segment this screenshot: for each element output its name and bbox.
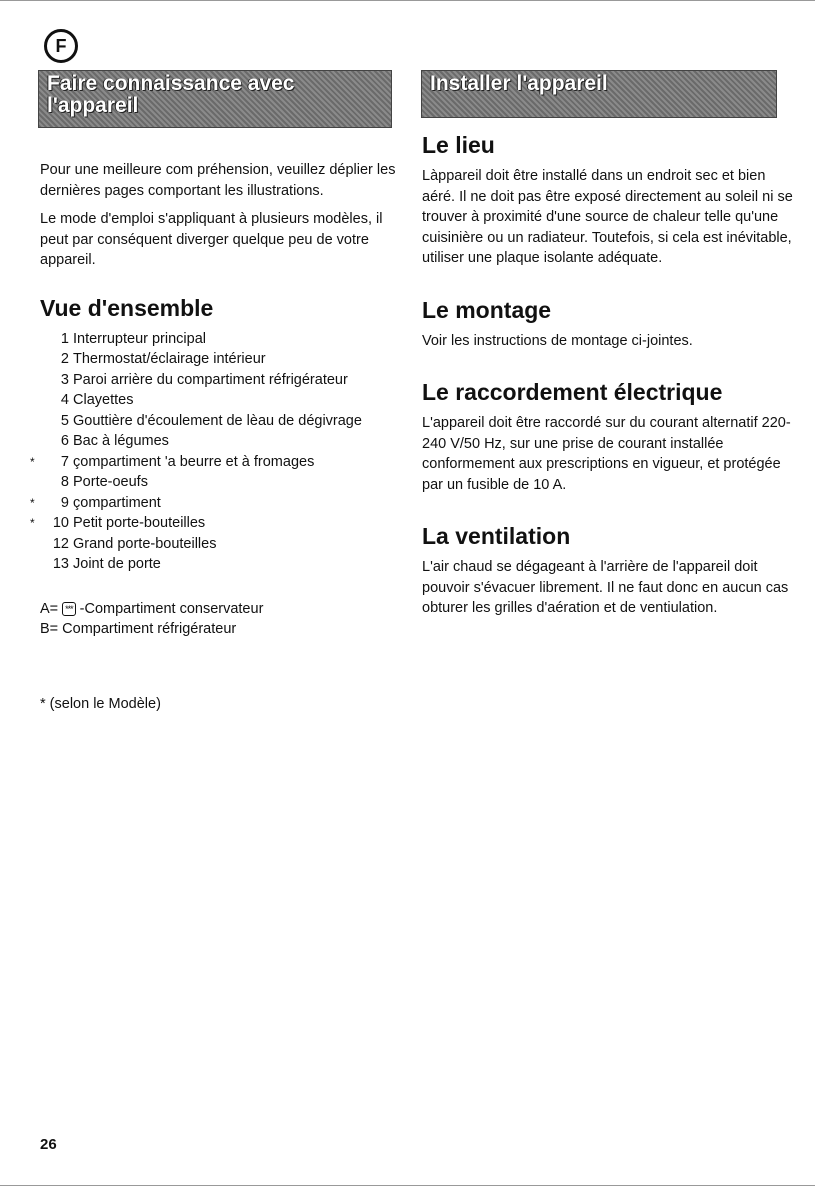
legend-row-a	[40, 599, 400, 620]
list-item	[40, 534, 400, 555]
lieu-heading: Le lieu	[422, 132, 495, 158]
compartment-legend	[40, 599, 400, 640]
lieu-text: Làppareil doit être installé dans un endroit sec et bien aéré. Il ne doit pas être exposé directement au soleil ni se trouver à proximité d'une source de chaleur telle qu'une cuisinière ou un radiateur. Toutefois, si cela est inévitable, utiliser une plaque isolante adéquate.	[422, 168, 793, 266]
item-label: Porte-oeufs	[73, 474, 148, 490]
item-number: 3	[60, 371, 69, 388]
legend-a-prefix: A=	[40, 600, 59, 617]
list-item	[40, 411, 400, 432]
language-badge: F	[44, 29, 78, 63]
item-number: 7	[60, 453, 69, 470]
item-number: 4	[60, 392, 69, 408]
section-banner-right: Installer l'appareil	[421, 70, 777, 118]
footnote-marker: *	[30, 516, 35, 530]
ventilation-text: L'air chaud se dégageant à l'arrière de l'appareil doit pouvoir s'évacuer librement. Il ne faut donc en aucun cas obturer les grilles d'aération et de ventiulation.	[422, 559, 789, 616]
list-item	[40, 390, 400, 411]
list-item	[30, 513, 400, 534]
footnote: * (selon le Modèle)	[40, 695, 161, 712]
item-number: 13	[52, 556, 69, 572]
item-number: 8	[60, 474, 69, 490]
item-label: Clayettes	[73, 392, 134, 408]
item-label: çompartiment	[73, 494, 161, 511]
item-label: Bac à légumes	[73, 433, 169, 449]
item-label: Thermostat/éclairage intérieur	[73, 351, 266, 367]
page-number: 26	[40, 1136, 57, 1153]
footnote-marker: *	[30, 495, 35, 510]
bottom-rule	[0, 1185, 815, 1188]
list-item	[30, 493, 400, 514]
item-number: 6	[60, 433, 69, 449]
list-item	[40, 329, 400, 350]
section-banner-left: Faire connaissance avec l'appareil	[38, 70, 392, 128]
legend-a-label: -Compartiment conservateur	[79, 600, 264, 617]
item-label: Gouttière d'écoulement de lèau de dégivrage	[73, 412, 362, 429]
footnote-marker: *	[30, 454, 35, 469]
item-number: 9	[60, 494, 69, 511]
raccordement-heading: Le raccordement électrique	[422, 379, 723, 405]
top-rule	[0, 0, 815, 4]
list-item	[40, 431, 400, 452]
freezer-star-icon: ***	[62, 602, 76, 616]
legend-row-b: B= Compartiment réfrigérateur	[40, 621, 237, 637]
overview-heading: Vue d'ensemble	[40, 294, 214, 321]
intro-paragraph: Le mode d'emploi s'appliquant à plusieurs modèles, il peut par conséquent diverger quelque peu de votre appareil.	[40, 211, 383, 268]
list-item	[40, 370, 400, 391]
item-label: Grand porte-bouteilles	[73, 535, 217, 552]
item-number: 2	[60, 351, 69, 367]
item-label: Interrupteur principal	[73, 330, 206, 347]
list-item	[40, 554, 400, 575]
item-number: 12	[52, 535, 69, 552]
item-number: 10	[52, 515, 69, 531]
item-number: 5	[60, 412, 69, 429]
item-label: Joint de porte	[73, 556, 161, 572]
ventilation-heading: La ventilation	[422, 523, 571, 549]
raccordement-text: L'appareil doit être raccordé sur du courant alternatif 220-240 V/50 Hz, sur une prise de courant installée conformement aux prescriptions en vigueur, et protégée par un fusible de 10 A.	[422, 415, 791, 493]
montage-text: Voir les instructions de montage ci-jointes.	[422, 332, 693, 349]
item-label: çompartiment 'a beurre et à fromages	[73, 453, 315, 470]
intro-paragraph: Pour une meilleure com préhension, veuillez déplier les dernières pages comportant les illustrations.	[40, 162, 396, 199]
montage-heading: Le montage	[422, 296, 552, 323]
list-item	[40, 472, 400, 493]
right-column	[422, 130, 797, 619]
item-label: Paroi arrière du compartiment réfrigérateur	[73, 371, 348, 388]
left-column	[30, 160, 400, 714]
item-label: Petit porte-bouteilles	[73, 515, 206, 531]
parts-list	[30, 329, 400, 575]
list-item	[40, 349, 400, 370]
item-number: 1	[60, 330, 69, 347]
list-item	[30, 452, 400, 473]
